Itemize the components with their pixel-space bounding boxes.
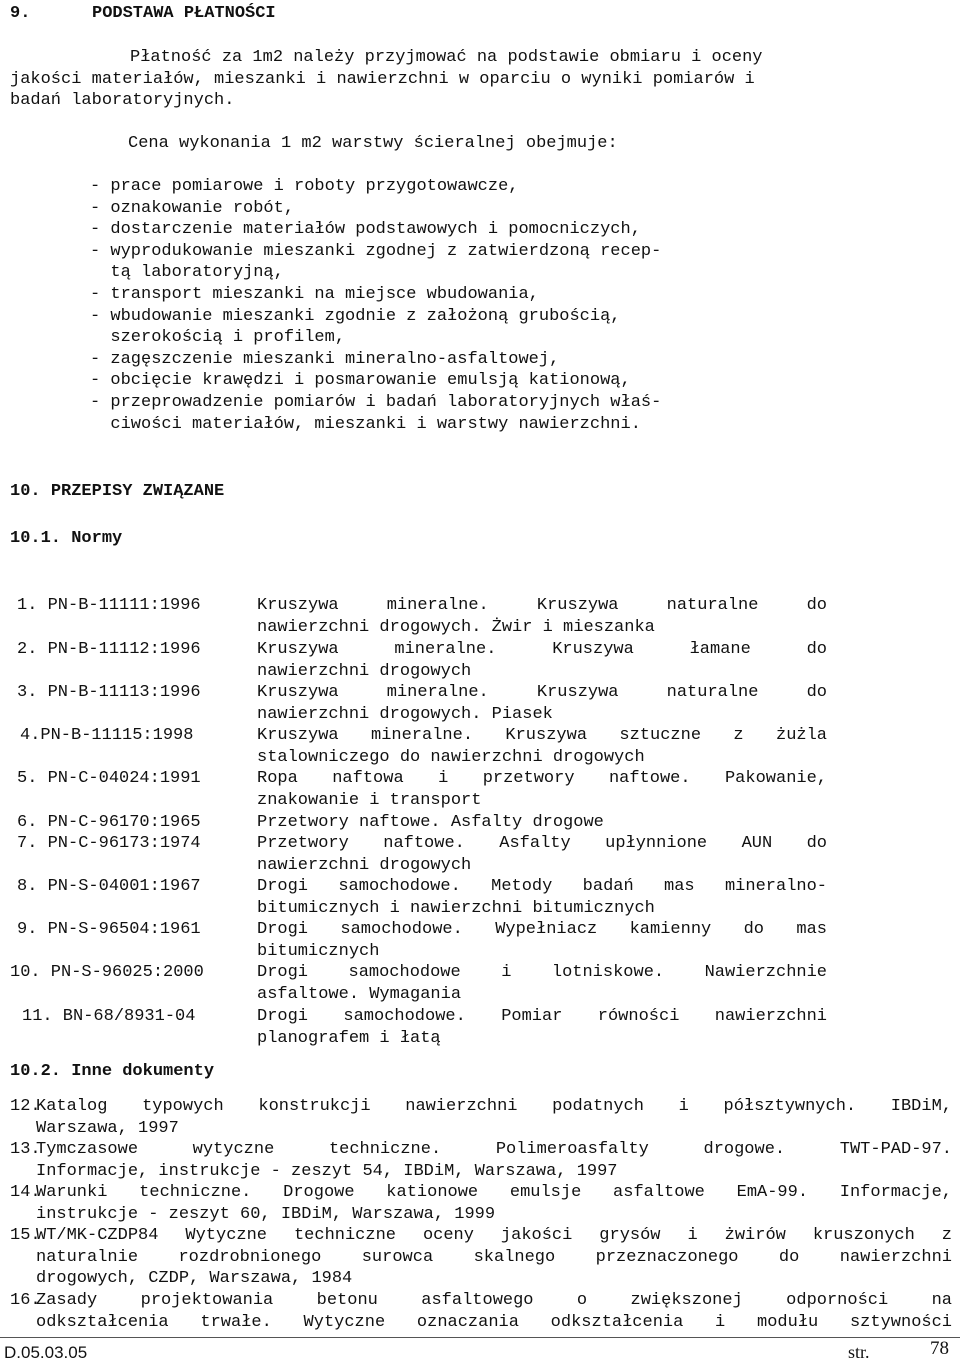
norm-description-line: Drogi samochodowe. Pomiar równości nawierzchni	[257, 1007, 827, 1026]
document-text	[36, 1139, 952, 1182]
norm-code: 8. PN-S-04001:1967	[17, 877, 201, 896]
norm-code: 5. PN-C-04024:1991	[17, 769, 201, 788]
subsection-norms-heading: 10.1. Normy	[10, 529, 123, 548]
norm-description-line: znakowanie i transport	[257, 790, 482, 810]
norm-description-line: Drogi samochodowe i lotniskowe. Nawierzchnie	[257, 963, 827, 982]
price-item: - prace pomiarowe i roboty przygotowawcze,	[90, 177, 519, 196]
document-number: 13.	[10, 1140, 41, 1159]
payment-para-line-3: badań laboratoryjnych.	[10, 91, 235, 110]
norm-description	[257, 962, 827, 1005]
price-item: - oznakowanie robót,	[90, 198, 295, 218]
document-text-line: Katalog typowych konstrukcji nawierzchni podatnych i półsztywnych. IBDiM,	[36, 1097, 952, 1116]
section-9-number: 9.	[10, 4, 31, 23]
price-item: ciwości materiałów, mieszanki i warstwy nawierzchni.	[90, 414, 641, 434]
norm-description-line: Kruszywa mineralne. Kruszywa łamane do	[257, 640, 827, 659]
document-number: 16.	[10, 1291, 41, 1310]
document-number: 12.	[10, 1097, 41, 1116]
footer-page-number: 78	[930, 1338, 949, 1359]
document-text-line: Informacje, instrukcje - zeszyt 54, IBDiM, Warszawa, 1997	[36, 1161, 618, 1181]
price-item: - obcięcie krawędzi i posmarowanie emulsją kationową,	[90, 371, 631, 391]
price-item: - wyprodukowanie mieszanki zgodnej z zatwierdzoną recep-	[90, 241, 662, 261]
document-text-line: instrukcje - zeszyt 60, IBDiM, Warszawa, 1999	[36, 1204, 496, 1224]
price-item: - dostarczenie materiałów podstawowych i pomocniczych,	[90, 220, 641, 240]
norm-description-line: asfaltowe. Wymagania	[257, 984, 462, 1004]
norm-description	[257, 595, 827, 638]
section-10-number: 10.	[10, 482, 41, 501]
document-text-line: Zasady projektowania betonu asfaltowego o zwiększonej odporności na	[36, 1291, 952, 1310]
price-item: - transport mieszanki na miejsce wbudowania,	[90, 285, 539, 304]
norm-description	[257, 768, 827, 811]
document-text-line: Warszawa, 1997	[36, 1118, 179, 1138]
payment-para-line-2: jakości materiałów, mieszanki i nawierzchni w oparciu o wyniki pomiarów i	[10, 70, 755, 89]
norm-code: 1. PN-B-11111:1996	[17, 596, 201, 615]
norm-description-line: stalowniczego do nawierzchni drogowych	[257, 747, 645, 767]
document-text	[36, 1225, 952, 1290]
payment-para-line-1: Płatność za 1m2 należy przyjmować na podstawie obmiaru i oceny	[130, 48, 763, 67]
norm-description	[257, 682, 827, 725]
norm-description-line: Kruszywa mineralne. Kruszywa naturalne do	[257, 596, 827, 615]
norm-description	[257, 812, 827, 834]
norm-code: 3. PN-B-11113:1996	[17, 683, 201, 702]
document-text-line: WT/MK-CZDP84 Wytyczne techniczne oceny jakości grysów i żwirów kruszonych z	[36, 1226, 952, 1245]
norm-description-line: bitumicznych	[257, 941, 380, 961]
document-text-line: Tymczasowe wytyczne techniczne. Polimeroasfalty drogowe. TWT-PAD-97.	[36, 1140, 952, 1159]
footer-str-label: str.	[848, 1342, 870, 1362]
norm-code: 2. PN-B-11112:1996	[17, 640, 201, 659]
norm-description-line: bitumicznych i nawierzchni bitumicznych	[257, 898, 655, 918]
document-text-line: odkształcenia trwałe. Wytyczne oznaczania odkształcenia i modułu sztywności	[36, 1312, 952, 1332]
norm-description-line: planografem i łatą	[257, 1028, 441, 1048]
norm-description	[257, 876, 827, 919]
norm-code: 6. PN-C-96170:1965	[17, 813, 201, 832]
document-text	[36, 1182, 952, 1225]
norm-description-line: Drogi samochodowe. Metody badań mas mineralno-	[257, 877, 827, 896]
price-item: szerokością i profilem,	[90, 328, 346, 348]
price-item: tą laboratoryjną,	[90, 263, 284, 283]
document-number: 14.	[10, 1183, 41, 1202]
footer-spec-code: D.05.03.05	[4, 1343, 88, 1362]
norm-description-line: Kruszywa mineralne. Kruszywa naturalne do	[257, 683, 827, 702]
price-intro: Cena wykonania 1 m2 warstwy ścieralnej obejmuje:	[128, 134, 618, 153]
norm-description-line: Przetwory naftowe. Asfalty upłynnione AUN do	[257, 834, 827, 853]
price-item: - zagęszczenie mieszanki mineralno-asfaltowej,	[90, 349, 560, 369]
price-item: - przeprowadzenie pomiarów i badań laboratoryjnych właś-	[90, 393, 662, 412]
norm-description-line: nawierzchni drogowych. Piasek	[257, 704, 553, 724]
norm-description-line: Kruszywa mineralne. Kruszywa sztuczne z żużla	[257, 726, 827, 745]
norm-description	[257, 919, 827, 962]
document-text	[36, 1096, 952, 1139]
section-10-title: PRZEPISY ZWIĄZANE	[50, 482, 225, 501]
norm-code: 7. PN-C-96173:1974	[17, 834, 201, 853]
document-text-line: Warunki techniczne. Drogowe kationowe emulsje asfaltowe EmA-99. Informacje,	[36, 1183, 952, 1202]
norm-description-line: Drogi samochodowe. Wypełniacz kamienny do mas	[257, 920, 827, 939]
norm-description	[257, 639, 827, 682]
price-item: - wbudowanie mieszanki zgodnie z założoną grubością,	[90, 306, 621, 326]
norm-description	[257, 1006, 827, 1049]
section-10-heading	[10, 481, 224, 503]
subsection-other-docs-heading: 10.2. Inne dokumenty	[10, 1062, 215, 1081]
document-number: 15.	[10, 1226, 41, 1245]
section-9-heading	[10, 3, 276, 25]
footer-rule	[0, 1337, 960, 1338]
document-text-line: drogowych, CZDP, Warszawa, 1984	[36, 1269, 353, 1288]
norm-description-line: Ropa naftowa i przetwory naftowe. Pakowanie,	[257, 769, 827, 788]
norm-description-line: nawierzchni drogowych	[257, 855, 472, 875]
norm-code: 11. BN-68/8931-04	[22, 1007, 196, 1026]
section-9-title: PODSTAWA PŁATNOŚCI	[92, 4, 276, 23]
norm-description-line: Przetwory naftowe. Asfalty drogowe	[257, 813, 604, 832]
norm-description-line: nawierzchni drogowych	[257, 661, 472, 681]
norm-description	[257, 725, 827, 768]
norm-description	[257, 833, 827, 876]
norm-description-line: nawierzchni drogowych. Żwir i mieszanka	[257, 617, 655, 637]
document-text-line: naturalnie rozdrobnionego surowca skalnego przeznaczonego do nawierzchni	[36, 1247, 952, 1267]
norm-code: 4.PN-B-11115:1998	[20, 726, 194, 745]
norm-code: 10. PN-S-96025:2000	[10, 963, 204, 982]
norm-code: 9. PN-S-96504:1961	[17, 920, 201, 939]
document-text	[36, 1290, 952, 1333]
